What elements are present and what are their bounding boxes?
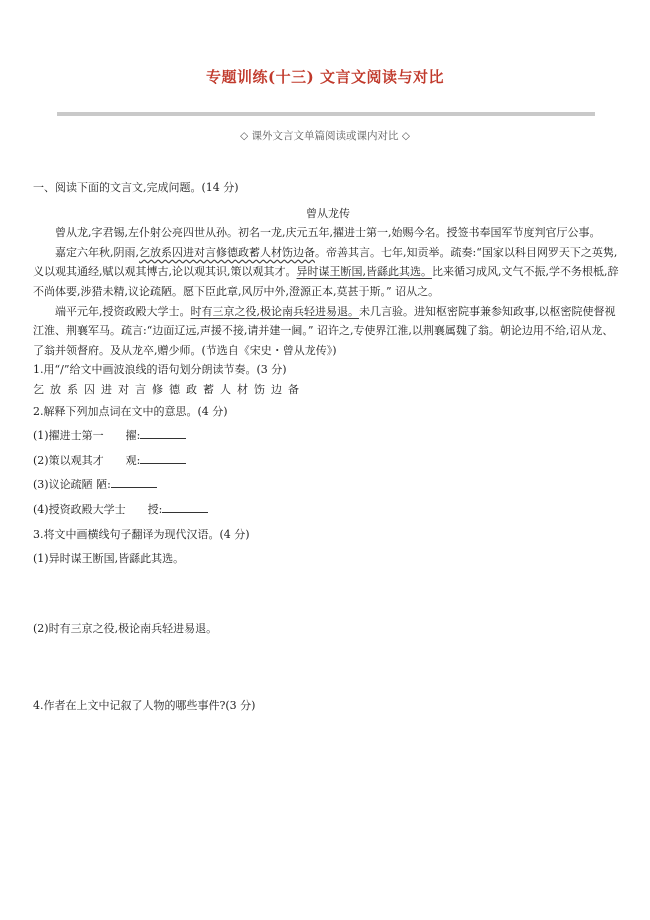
answer-blank[interactable] <box>162 500 208 513</box>
wavy-underlined-sentence: 乞放系囚进对言修德政蓄人材饬边备 <box>139 245 315 259</box>
section-subheading: ◇ 课外文言文单篇阅读或课内对比 ◇ <box>240 130 410 142</box>
question-2-item: (1)擢进士第一 擢: <box>33 426 623 446</box>
question-1-sentence: 乞放系囚进对言修德政蓄人材饬边备 <box>33 382 305 396</box>
passage-title: 曾从龙传 <box>306 206 350 220</box>
answer-space <box>33 638 623 696</box>
page-title: 专题训练(十三) 文言文阅读与对比 <box>206 68 444 86</box>
text-segment: 。帝善其言。七年,知贡举。疏奏:“国家以科目网罗天下之英隽,义以观其通经,赋以观其博古,论以观其识,策以观其才。 <box>33 245 618 279</box>
text-segment: 嘉定六年秋,阴雨, <box>55 245 139 259</box>
question-4: 4.作者在上文中记叙了人物的哪些事件?(3 分) <box>33 699 256 713</box>
question-2-item: (2)策以观其才 观: <box>33 451 623 471</box>
answer-blank[interactable] <box>140 451 186 464</box>
title-divider <box>57 112 595 116</box>
question-3-item-2: (2)时有三京之役,极论南兵轻进易退。 <box>33 621 218 635</box>
text-segment: 端平元年,授资政殿大学士。 <box>55 304 191 318</box>
question-2: 2.解释下列加点词在文中的意思。(4 分) <box>33 404 228 418</box>
text-segment: 比来循习成风,文气不振,学不务根柢,辞不尚体要,涉猎未精,议论疏陋。愿下臣此章,风厉中外,澄源正本,莫甚于斯。” 诏从之。 <box>33 265 619 298</box>
question-2-item: (4)授资政殿大学士 授: <box>33 500 623 520</box>
question-3-item-1: (1)异时谋王断国,皆繇此其选。 <box>33 552 185 566</box>
answer-space <box>33 569 623 619</box>
passage-paragraph-1: 曾从龙,字君锡,左仆射公亮四世从孙。初名一龙,庆元五年,擢进士第一,始赐今名。授签书奉国军节度判官厅公事。 <box>55 226 601 240</box>
question-1: 1.用“/”给文中画波浪线的语句划分朗读节奏。(3 分) <box>33 363 287 377</box>
passage-paragraph-3 <box>33 302 623 361</box>
passage-paragraph-2 <box>33 243 623 302</box>
text-segment: 未几言验。进知枢密院事兼参知政事,以枢密院使督视江淮、荆襄军马。疏言:“边面辽远,声援不接,请并建一阃。” 诏许之,专使界江淮,以荆襄属魏了翁。朝论边用不给,诏从龙、了翁并领督府。及从龙卒,赠少师。(节选自《宋史・曾从龙传》) <box>33 304 616 357</box>
answer-blank[interactable] <box>111 475 157 488</box>
underlined-sentence-2: 时有三京之役,极论南兵轻进易退。 <box>190 304 359 318</box>
document-body <box>33 178 623 716</box>
underlined-sentence-1: 异时谋王断国,皆繇此其选。 <box>296 265 432 279</box>
question-2-item: (3)议论疏陋 陋: <box>33 475 623 495</box>
question-3: 3.将文中画横线句子翻译为现代汉语。(4 分) <box>33 527 250 541</box>
answer-blank[interactable] <box>140 426 186 439</box>
section-heading: 一、阅读下面的文言文,完成问题。(14 分) <box>33 181 239 194</box>
